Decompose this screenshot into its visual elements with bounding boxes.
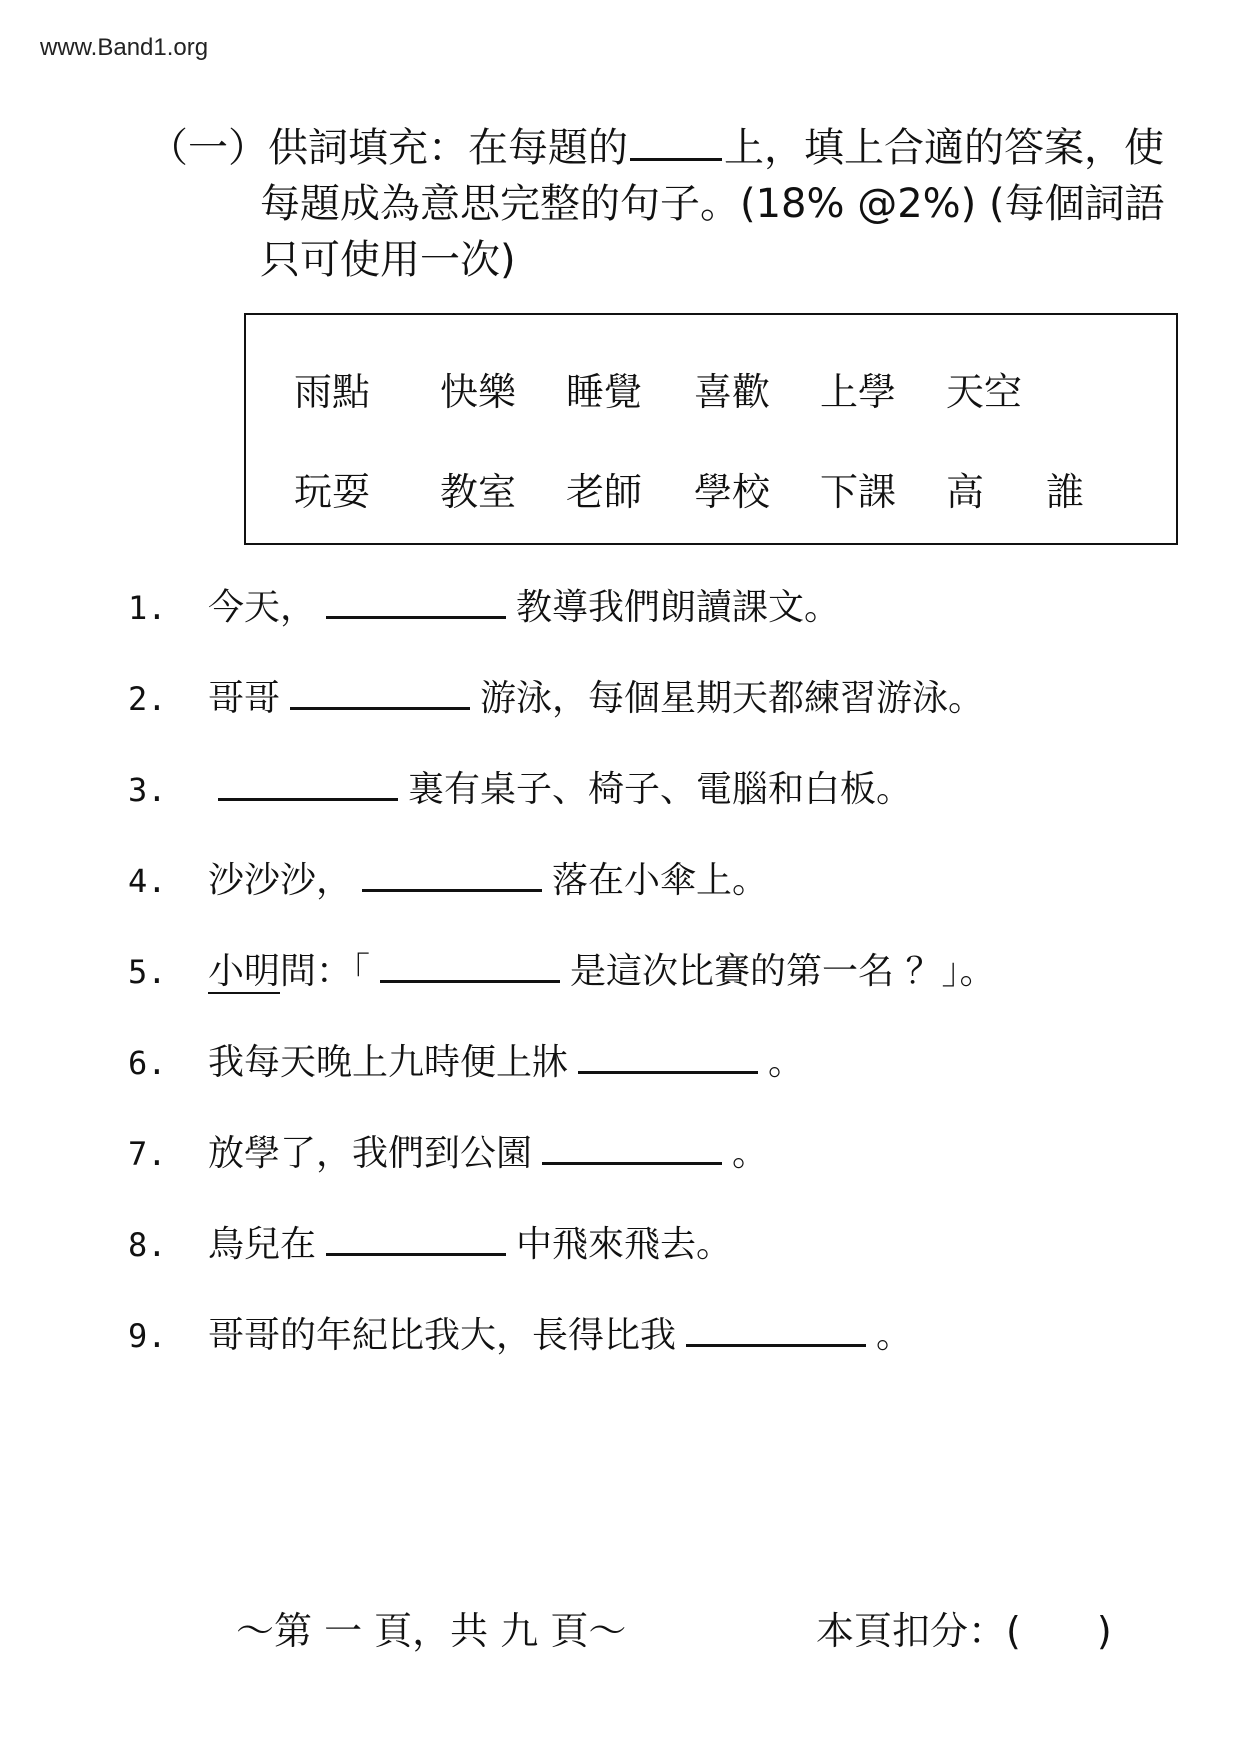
question-6 (128, 1038, 804, 1088)
answer-blank-1[interactable] (326, 584, 506, 619)
answer-blank-4[interactable] (362, 857, 542, 892)
question-text-before: 鳥兒在 (208, 1224, 317, 1265)
word-bank-item: 喜歡 (694, 370, 771, 414)
answer-blank-3[interactable] (218, 766, 398, 801)
question-number: 1. (128, 589, 167, 627)
question-number: 8. (128, 1226, 167, 1264)
question-text-before: 哥哥的年紀比我大，長得比我 (208, 1315, 677, 1356)
word-bank-item: 下課 (820, 470, 897, 514)
question-text-after: 。 (876, 1315, 913, 1356)
question-text-after: 是這次比賽的第一名 ？」。 (570, 951, 996, 992)
question-text-before: 放學了，我們到公園 (208, 1133, 533, 1174)
question-number: 9. (128, 1317, 167, 1355)
question-text-after: 。 (768, 1042, 805, 1083)
word-bank-box (244, 313, 1178, 545)
question-8 (128, 1220, 732, 1270)
word-bank-item: 學校 (694, 470, 771, 514)
page-number: ～第 一 頁，共 九 頁～ (236, 1609, 627, 1653)
question-text-after: 游泳，每個星期天都練習游泳。 (480, 678, 985, 719)
instruction-line-2: 每題成為意思完整的句子。(18% @2%) (每個詞語 (260, 181, 1165, 227)
site-watermark: www.Band1.org (40, 34, 209, 61)
word-bank-item: 教室 (440, 470, 517, 514)
word-bank-item: 雨點 (294, 370, 371, 414)
question-text-after: 落在小傘上。 (552, 860, 769, 901)
answer-blank-8[interactable] (326, 1221, 506, 1256)
question-text-before: 我每天晚上九時便上牀 (208, 1042, 569, 1083)
instruction-text-a: （一）供詞填充：在每題的 (148, 125, 628, 171)
question-2 (128, 674, 984, 724)
question-number: 4. (128, 862, 167, 900)
question-text-after: 中飛來飛去。 (516, 1224, 733, 1265)
answer-blank-2[interactable] (290, 675, 470, 710)
word-bank-item: 老師 (566, 470, 643, 514)
page-deduction: 本頁扣分：( ) (816, 1609, 1112, 1653)
question-number: 6. (128, 1044, 167, 1082)
question-text-before: 哥哥 (208, 678, 281, 719)
section-instructions (148, 118, 1188, 288)
word-bank-item: 上學 (820, 370, 897, 414)
word-bank-item: 天空 (946, 370, 1023, 414)
answer-blank-6[interactable] (578, 1039, 758, 1074)
answer-blank-5[interactable] (380, 948, 560, 983)
question-9 (128, 1311, 912, 1361)
answer-blank-7[interactable] (542, 1130, 722, 1165)
example-blank (630, 118, 722, 161)
question-4 (128, 856, 768, 906)
question-number: 3. (128, 771, 167, 809)
word-bank-item: 快樂 (440, 370, 517, 414)
instruction-line-3: 只可使用一次) (260, 237, 516, 283)
question-text-before: 問：「 (280, 951, 371, 992)
question-number: 5. (128, 953, 167, 991)
question-number: 7. (128, 1135, 167, 1173)
word-bank-item: 玩耍 (294, 470, 371, 514)
word-bank-item: 高 (946, 470, 985, 514)
question-3 (128, 765, 912, 815)
question-text-after: 裏有桌子、椅子、電腦和白板。 (408, 769, 913, 810)
question-5 (128, 947, 995, 997)
question-number: 2. (128, 680, 167, 718)
instruction-text-b: 上，填上合適的答案，使 (724, 125, 1164, 171)
word-bank-item: 睡覺 (566, 370, 643, 414)
instruction-line-1 (148, 118, 1188, 176)
answer-blank-9[interactable] (686, 1312, 866, 1347)
proper-name-underlined: 小明 (208, 951, 281, 992)
question-7 (128, 1129, 768, 1179)
question-text-after: 。 (732, 1133, 769, 1174)
word-bank-item: 誰 (1046, 470, 1085, 514)
question-text-before: 沙沙沙， (208, 860, 353, 901)
question-text-after: 教導我們朗讀課文。 (516, 587, 841, 628)
question-text-before: 今天， (208, 587, 317, 628)
question-1 (128, 583, 840, 633)
